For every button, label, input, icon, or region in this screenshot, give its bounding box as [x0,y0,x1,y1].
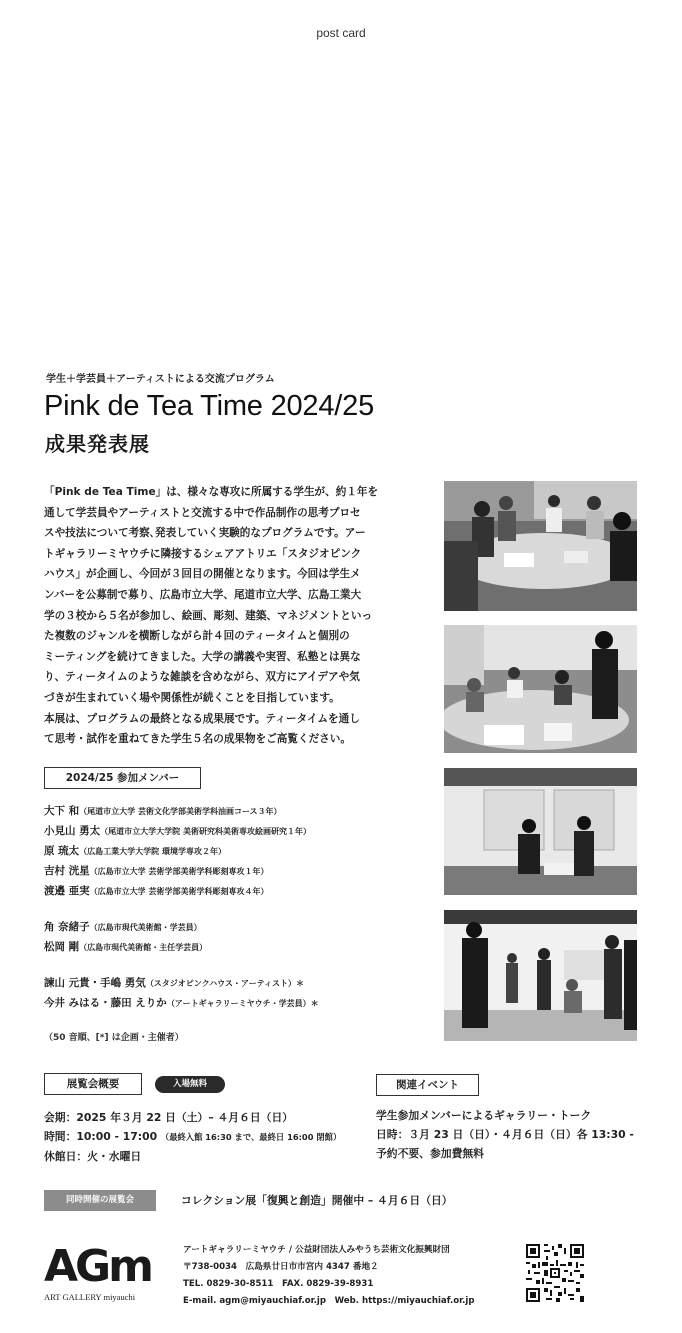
exhibition-closed: 休館日：火・水曜日 [44,1150,142,1163]
member-row [44,993,319,1013]
logo-caption: ART GALLERY miyauchi [44,1292,136,1302]
description-line: 通して学芸員やアーティストと交流する中で作品制作の思考プロセ [44,506,361,519]
concurrent-label: 同時開催の展覧会 [44,1190,156,1211]
agm-logo [44,1241,158,1305]
member-row [44,937,207,957]
members-curators [44,917,207,957]
event-heading: 関連イベント [376,1074,479,1096]
description-line: た複数のジャンルを横断しながら計４回のティータイムと個別の [44,630,350,643]
member-name: 小見山 勇太 [44,825,101,837]
description-line: り、ティータイムのような雑談を含めながら、双方にアイデアや気 [44,671,360,684]
member-affiliation: （広島市立大学 芸術学部美術学科彫刻専攻１年） [89,867,269,876]
member-affiliation: （広島市現代美術館・主任学芸員） [79,943,208,952]
member-name: 角 奈緒子 [44,921,90,933]
members-students [44,801,311,901]
qr-code-icon[interactable] [526,1244,584,1302]
hours-main: 時間：10:00 - 17:00 [44,1130,158,1143]
member-name: 原 琉太 [44,845,80,857]
members-note: （50 音順、[*] は企画・主催者） [44,1033,184,1043]
logo-mark: AGm [44,1241,152,1292]
photo-discussion [444,625,637,753]
member-row [44,881,311,901]
member-name: 吉村 洸星 [44,865,90,877]
footer-contact [183,1242,475,1310]
footer-web: E-mail. agm@miyauchiaf.or.jp Web. https://miyauchiaf.or.jp [183,1296,475,1306]
member-row [44,973,319,993]
photo-gallery-space [444,910,637,1041]
member-row [44,917,207,937]
description-line: 学の３校から５名が参加し、絵画、彫刻、建築、マネジメントといっ [44,609,373,622]
member-affiliation: （尾道市立大学 芸術文化学部美術学科油画コース３年） [79,807,282,816]
member-affiliation: （スタジオピンクハウス・アーティスト）＊ [145,979,305,988]
member-name: 今井 みはる・藤田 えりか [44,997,167,1009]
description-line: づきが生まれていく場や関係性が続くことを目指しています。 [44,691,340,704]
member-affiliation: （広島市立大学 芸術学部美術学科彫刻専攻４年） [89,887,269,896]
member-affiliation: （尾道市立大学大学院 美術研究科美術専攻絵画研究１年） [100,827,311,836]
member-row [44,801,311,821]
description-line: トギャラリーミヤウチに隣接するシェアアトリエ「スタジオピンク [44,547,362,560]
member-row [44,841,311,861]
members-heading: 2024/25 参加メンバー [44,767,201,789]
event-info [376,1106,634,1163]
member-name: 諫山 元貴・手嶋 勇気 [44,977,146,989]
member-row [44,861,311,881]
hours-note: （最終入館 16:30 まで、最終日 16:00 閉館） [160,1132,342,1142]
exhibition-hours [44,1127,341,1147]
member-affiliation: （広島工業大学大学院 環境学専攻２年） [79,847,226,856]
member-affiliation: （広島市現代美術館・学芸員） [89,923,202,932]
description-line: 「Pink de Tea Time」は、様々な専攻に所属する学生が、約１年を [44,486,379,498]
member-name: 松岡 剛 [44,941,80,953]
program-subtitle: 学生＋学芸員＋アーティストによる交流プログラム [46,374,275,385]
footer-address: 〒738-0034 広島県廿日市市宮内 4347 番地２ [183,1262,379,1272]
page-title: Pink de Tea Time 2024/25 [44,390,375,422]
footer-org: アートギャラリーミヤウチ / 公益財団法人みやうち芸術文化振興財団 [183,1245,450,1255]
member-affiliation: （アートギャラリーミヤウチ・学芸員）＊ [166,999,319,1008]
photo-tea-time-table [444,481,637,611]
members-organizers [44,973,319,1013]
exhibition-heading: 展覧会概要 [44,1073,142,1095]
description-line: 本展は、プログラムの最終となる成果展です。ティータイムを通し [44,712,360,725]
event-note: 予約不要、参加費無料 [376,1147,484,1160]
member-row [44,821,311,841]
exhibition-period: 会期：2025 年３月 22 日（土）– ４月６日（日） [44,1111,294,1124]
member-name: 渡邉 亜実 [44,885,90,897]
exhibition-info [44,1108,341,1166]
description-line: て思考・試作を重ねてきた学生５名の成果物をご高覧ください。 [44,733,351,746]
description [44,482,416,750]
photo-studio-meeting [444,768,637,895]
exhibition-title: 成果発表展 [45,432,150,456]
event-title: 学生参加メンバーによるギャラリー・トーク [376,1109,592,1122]
description-line: スや技法について考察､発表していく実験的なプログラムです。アー [44,527,366,540]
concurrent-exhibition: コレクション展「復興と創造」開催中 – ４月６日（日） [181,1194,453,1207]
description-line: ンバーを公募制で募り、広島市立大学、尾道市立大学、広島工業大 [44,588,362,601]
description-line: ミーティングを続けてきました。大学の講義や実習、私塾とは異な [44,650,361,663]
free-admission-badge: 入場無料 [155,1076,225,1093]
footer-tel: TEL. 0829-30-8511 FAX. 0829-39-8931 [183,1279,374,1289]
description-line: ハウス」が企画し、今回が３回目の開催となります。今回は学生メ [44,568,361,581]
postcard-label: post card [316,26,366,40]
member-name: 大下 和 [44,805,80,817]
event-dates: 日時：３月 23 日（日）・４月６日（日）各 13:30 - [376,1128,634,1141]
